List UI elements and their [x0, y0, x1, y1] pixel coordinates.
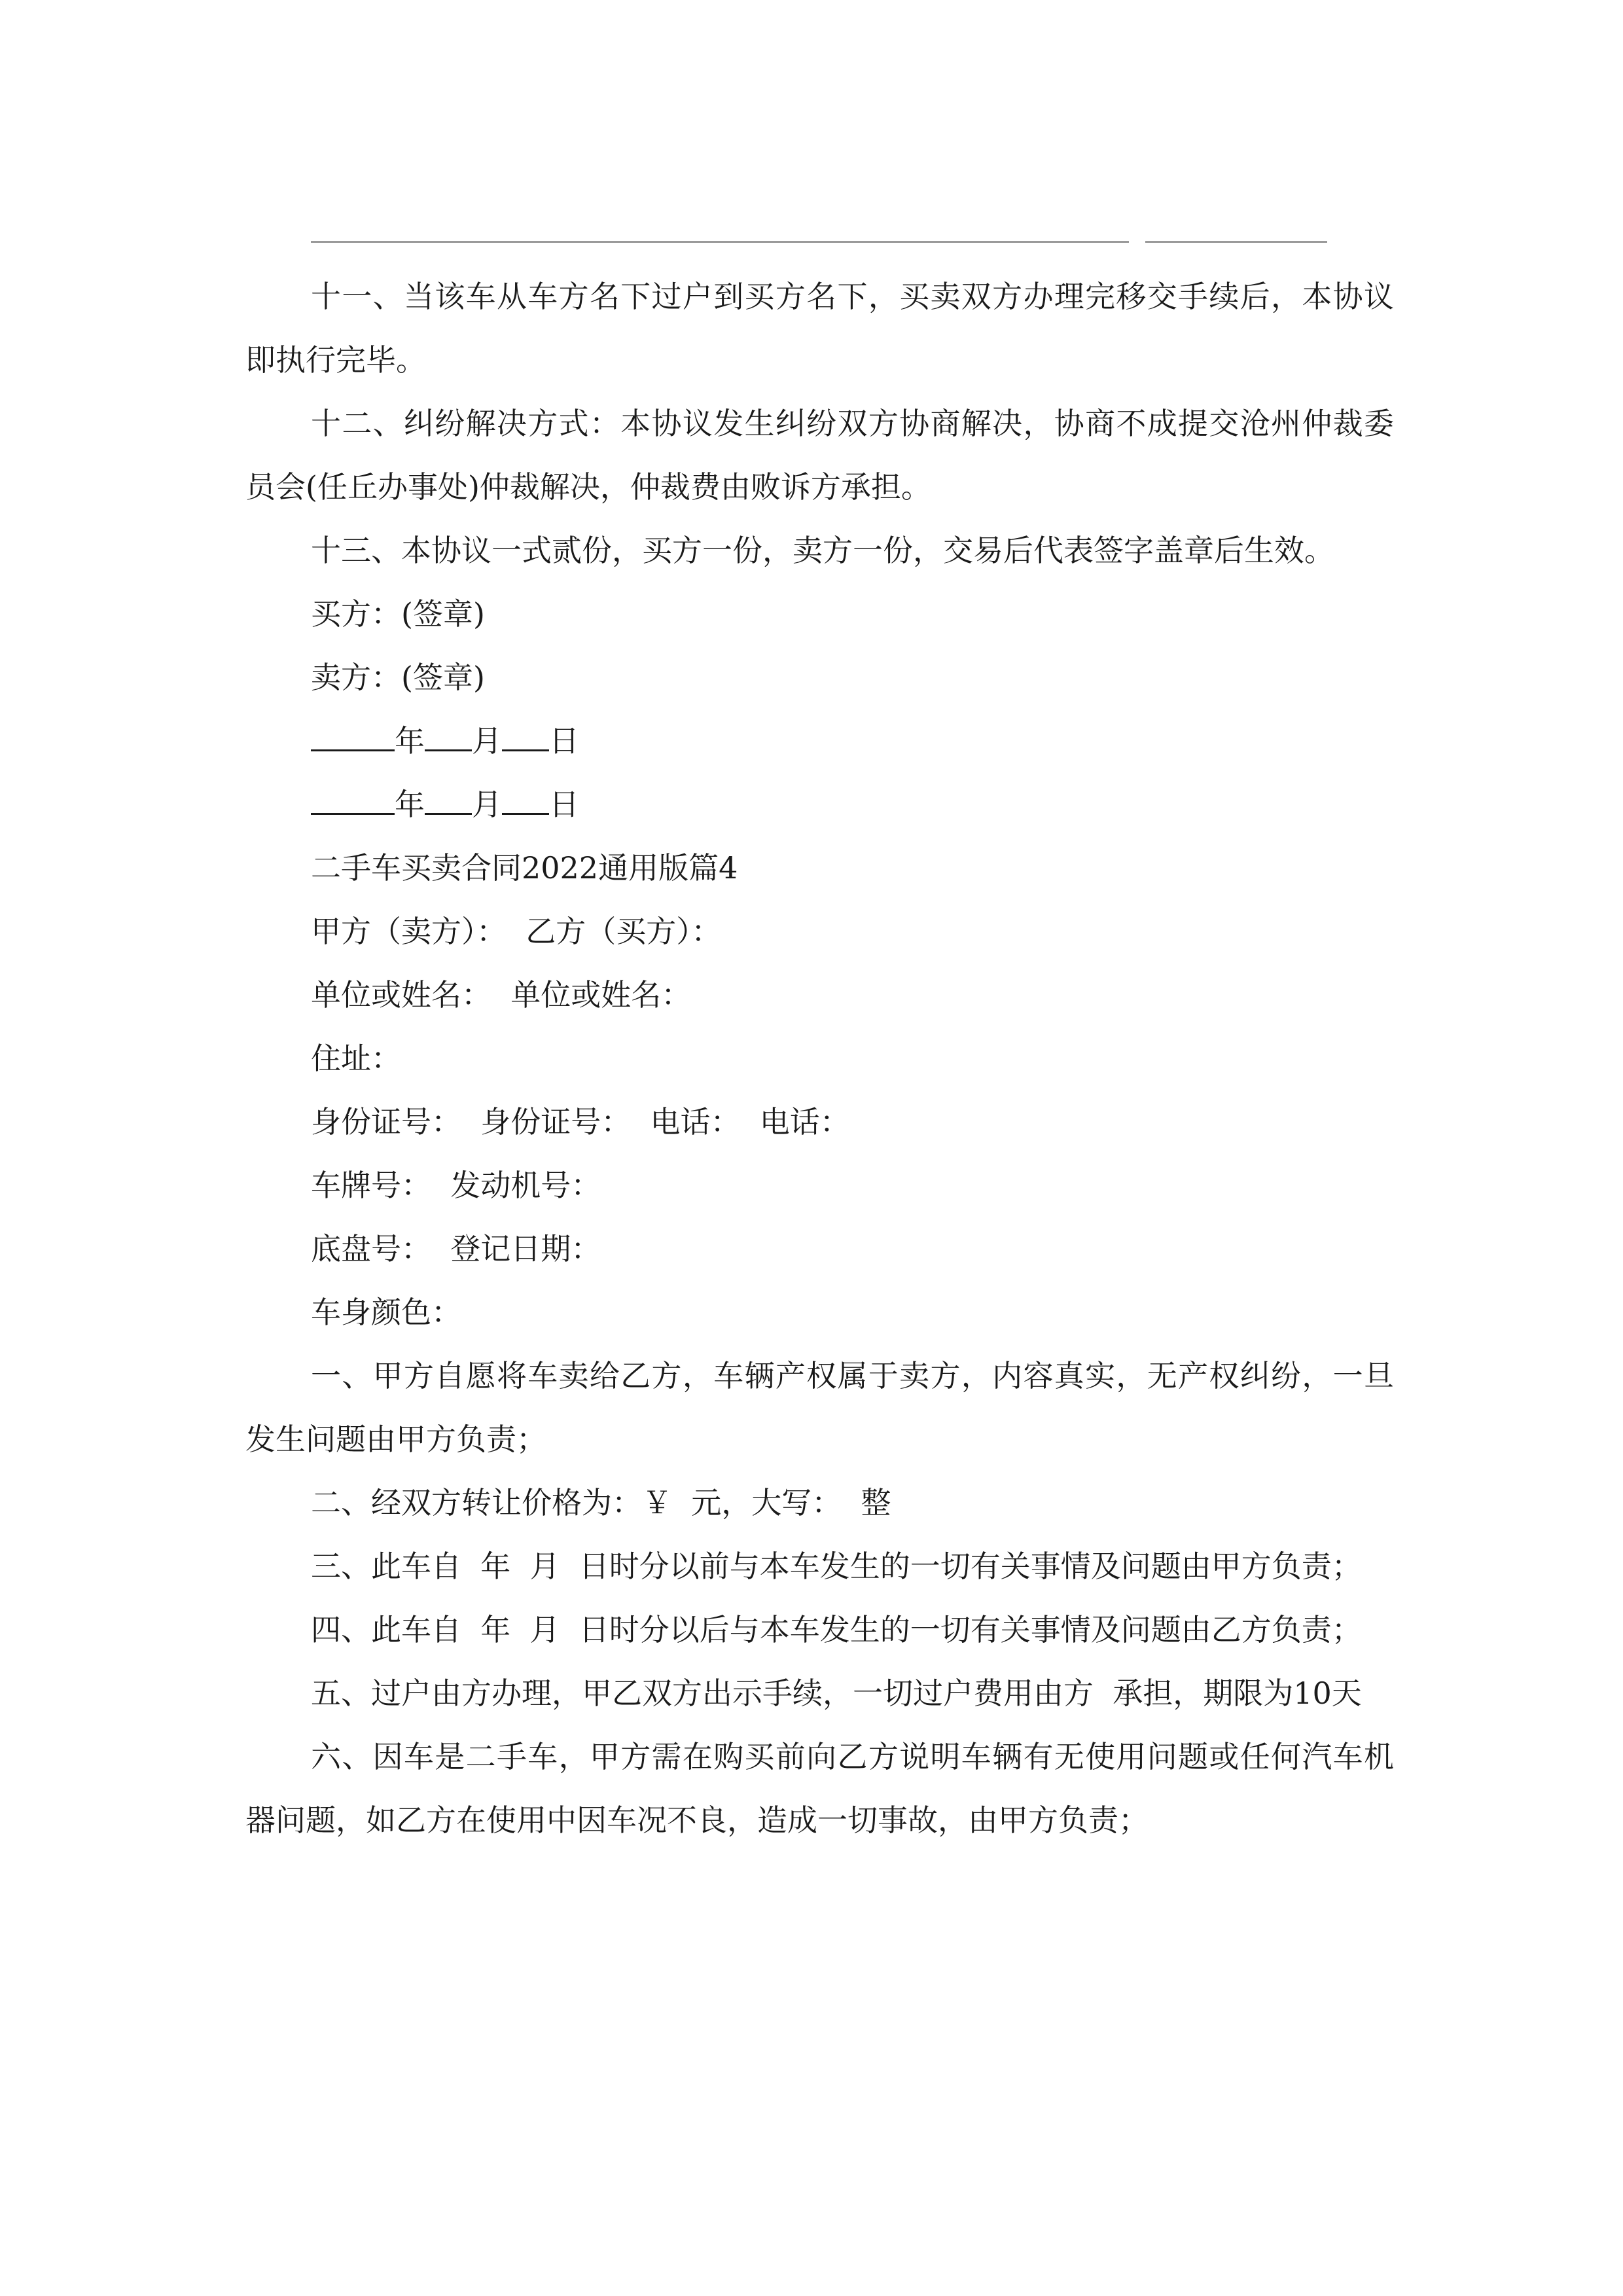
clause-3: 三、此车自 年 月 日时分以前与本车发生的一切有关事情及问题由甲方负责； — [311, 1549, 1362, 1584]
month-blank — [425, 789, 472, 815]
year-label: 年 — [395, 787, 425, 822]
day-blank — [502, 726, 549, 751]
header-rule-left — [311, 241, 1129, 243]
day-label: 日 — [549, 787, 579, 822]
field-parties: 甲方（卖方）： 乙方（买方）： — [311, 914, 722, 949]
field-names: 单位或姓名： 单位或姓名： — [311, 977, 692, 1013]
document-body — [245, 265, 1394, 1852]
month-label: 月 — [472, 723, 502, 759]
seller-signature: 卖方：(签章) — [311, 660, 485, 695]
field-plate: 车牌号： 发动机号： — [311, 1168, 601, 1203]
clause-4: 四、此车自 年 月 日时分以后与本车发生的一切有关事情及问题由乙方负责； — [311, 1612, 1362, 1647]
clause-11: 十一、当该车从车方名下过户到买方名下，买卖双方办理完移交手续后，本协议即执行完毕。 — [245, 279, 1394, 378]
clause-12: 十二、纠纷解决方式：本协议发生纠纷双方协商解决，协商不成提交沧州仲裁委员会(任丘办事处)仲裁解决，仲裁费由败诉方承担。 — [245, 406, 1394, 505]
header-rule-right — [1145, 241, 1327, 243]
day-label: 日 — [549, 723, 579, 759]
day-blank — [502, 789, 549, 815]
clause-5: 五、过户由方办理，甲乙双方出示手续，一切过户费用由方 承担，期限为10天 — [311, 1676, 1362, 1711]
section-title: 二手车买卖合同2022通用版篇4 — [311, 850, 738, 886]
year-blank — [311, 789, 395, 815]
field-address: 住址： — [311, 1041, 401, 1076]
field-chassis: 底盘号： 登记日期： — [311, 1231, 601, 1266]
field-color: 车身颜色： — [311, 1295, 461, 1330]
date-line-2 — [245, 773, 1394, 836]
buyer-signature: 买方：(签章) — [311, 596, 485, 632]
year-label: 年 — [395, 723, 425, 759]
clause-6: 六、因车是二手车，甲方需在购买前向乙方说明车辆有无使用问题或任何汽车机器问题，如乙方在使用中因车况不良，造成一切事故，由甲方负责； — [245, 1739, 1394, 1838]
clause-2: 二、经双方转让价格为：￥ 元，大写： 整 — [311, 1485, 891, 1520]
clause-1: 一、甲方自愿将车卖给乙方，车辆产权属于卖方，内容真实，无产权纠纷，一旦发生问题由甲方负责； — [245, 1358, 1394, 1457]
year-blank — [311, 726, 395, 751]
date-line-1 — [245, 709, 1394, 773]
month-label: 月 — [472, 787, 502, 822]
month-blank — [425, 726, 472, 751]
field-ids: 身份证号： 身份证号： 电话： 电话： — [311, 1104, 850, 1139]
clause-13: 十三、本协议一式贰份，买方一份，卖方一份，交易后代表签字盖章后生效。 — [311, 533, 1334, 568]
